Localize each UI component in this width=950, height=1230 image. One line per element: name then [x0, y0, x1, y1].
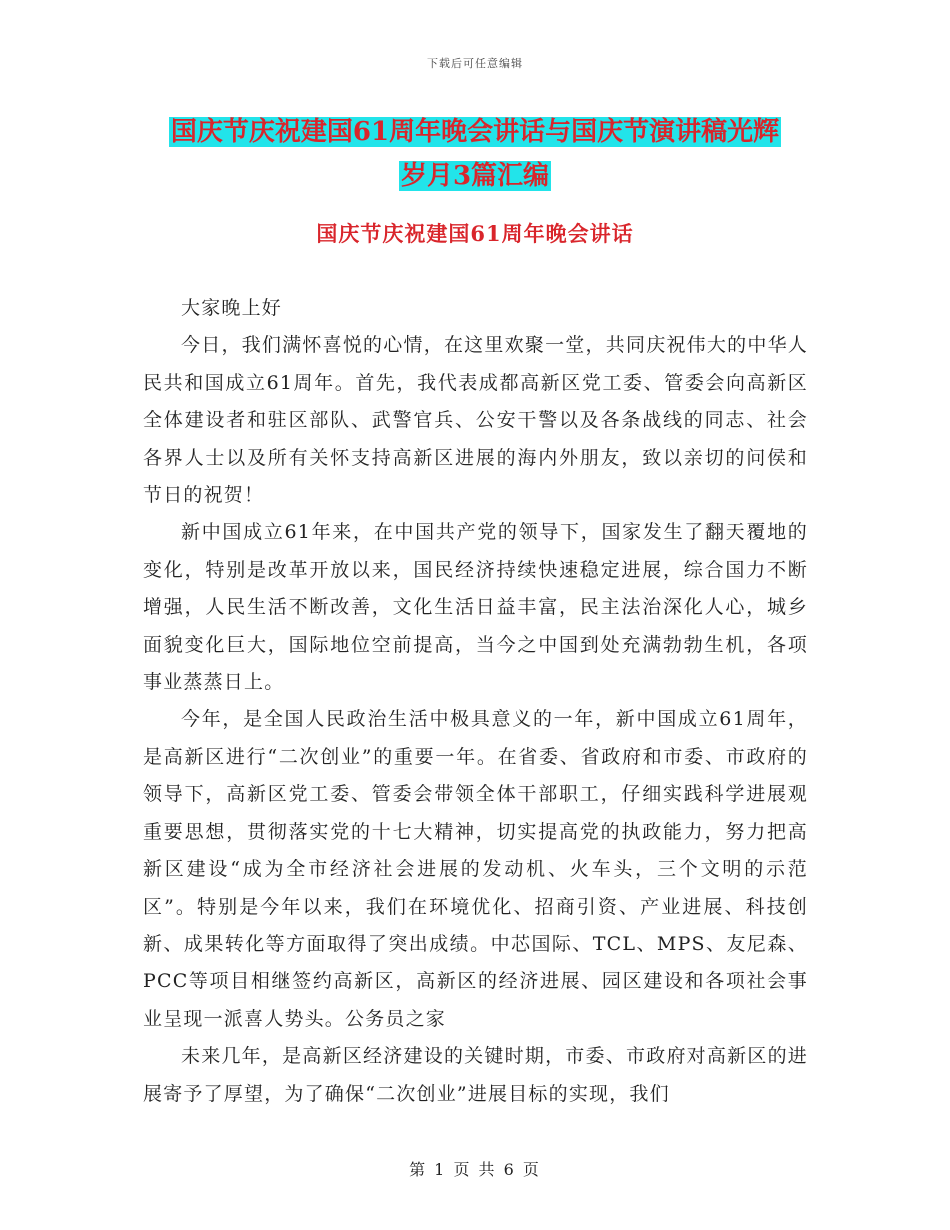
page-indicator: 第 1 页 共 6 页: [409, 1160, 541, 1179]
document-title-line-2: 岁月3篇汇编: [400, 161, 550, 191]
document-title: [0, 110, 950, 198]
document-title-line-1: 国庆节庆祝建国61周年晚会讲话与国庆节演讲稿光辉: [170, 117, 780, 147]
body-paragraph-history: 新中国成立61年来，在中国共产党的领导下，国家发生了翻天覆地的变化，特别是改革开放以来，国民经济持续快速稳定进展，综合国力不断增强，人民生活不断改善，文化生活日益丰富，民主法治深化人心，城乡面貌变化巨大，国际地位空前提高，当今之中国到处充满勃勃生机，各项事业蒸蒸日上。: [143, 521, 808, 694]
section-title: 国庆节庆祝建国61周年晚会讲话: [316, 221, 634, 246]
body-paragraph-this-year: 今年，是全国人民政治生活中极具意义的一年，新中国成立61周年，是高新区进行“二次创业”的重要一年。在省委、省政府和市委、市政府的领导下，高新区党工委、管委会带领全体干部职工，仔细实践科学进展观重要思想，贯彻落实党的十七大精神，切实提高党的执政能力，努力把高新区建设“成为全市经济社会进展的发动机、火车头，三个文明的示范区”。特别是今年以来，我们在环境优化、招商引资、产业进展、科技创新、成果转化等方面取得了突出成绩。中芯国际、TCL、MPS、友尼森、PCC等项目相继签约高新区，高新区的经济进展、园区建设和各项社会事业呈现一派喜人势头。公务员之家: [143, 708, 808, 1030]
body-paragraph-future: 未来几年，是高新区经济建设的关键时期，市委、市政府对高新区的进展寄予了厚望，为了确保“二次创业”进展目标的实现，我们: [143, 1045, 808, 1105]
body-paragraph-greeting: 大家晚上好: [181, 297, 283, 319]
document-body: [143, 290, 808, 1113]
header-note: 下载后可任意编辑: [427, 57, 523, 70]
body-paragraph-opening: 今日，我们满怀喜悦的心情，在这里欢聚一堂，共同庆祝伟大的中华人民共和国成立61周年。首先，我代表成都高新区党工委、管委会向高新区全体建设者和驻区部队、武警官兵、公安干警以及各条战线的同志、社会各界人士以及所有关怀支持高新区进展的海内外朋友，致以亲切的问侯和节日的祝贺！: [143, 334, 808, 507]
